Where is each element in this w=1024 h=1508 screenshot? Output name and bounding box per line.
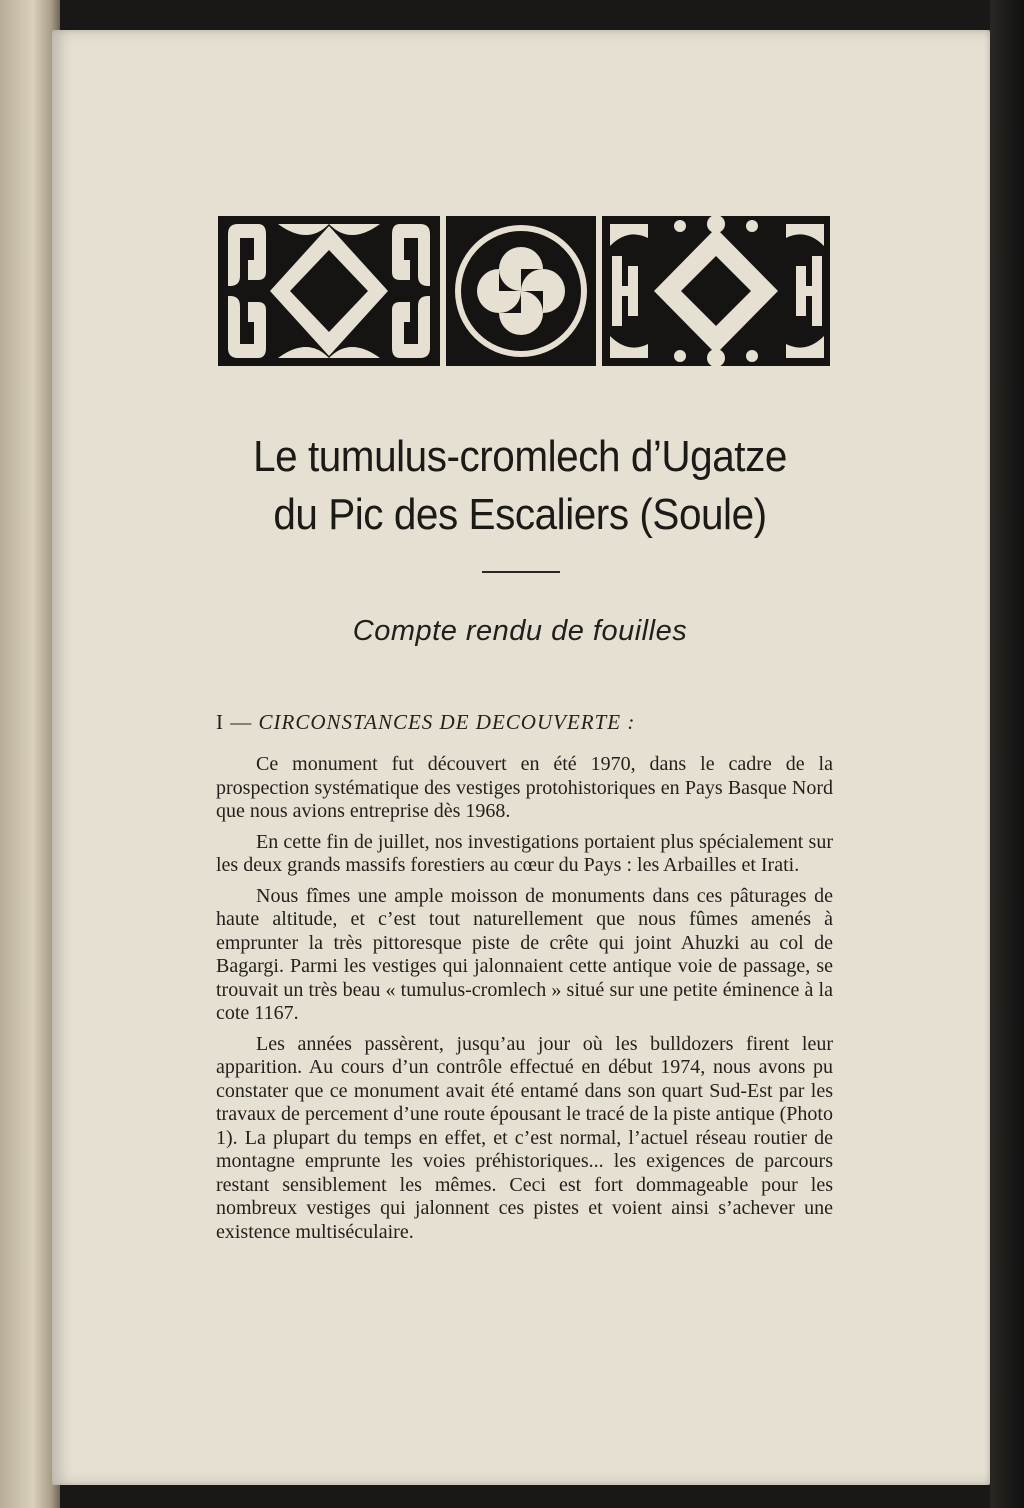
section-number: I — bbox=[216, 710, 259, 734]
left-page-edge bbox=[0, 0, 60, 1508]
title-line-2: du Pic des Escaliers (Soule) bbox=[273, 490, 767, 539]
article-subtitle: Compte rendu de fouilles bbox=[352, 615, 688, 647]
paragraph: Les années passèrent, jusqu’au jour où les bulldozers firent leur apparition. Au cours d’un contrôle effectué en début 1974, nous avons pu constater que ce monument avait été entamé dans son quart Sud-Est par les travaux de percement d’une route épousant le tracé de la piste antique (Photo 1). La plupart du temps en effet, et c’est normal, l’actuel réseau routier de montagne emprunte les voies préhistoriques... les exigences de parcours restant sensiblement les mêmes. Ceci est fort dommageable pour les nombreux vestiges qui jalonnent ces pistes et voient ainsi s’achever une existence multiséculaire. bbox=[216, 1032, 833, 1243]
article-body bbox=[216, 753, 833, 1251]
paragraph: Ce monument fut découvert en été 1970, dans le cadre de la prospection systématique des vestiges protohistoriques en Pays Basque Nord que nous avions entreprise dès 1968. bbox=[216, 753, 833, 822]
title-divider bbox=[482, 571, 560, 573]
paragraph: Nous fîmes une ample moisson de monuments dans ces pâturages de haute altitude, et c’est tout naturellement que nous fûmes amenés à emprunter la très pittoresque piste de crête qui joint Ahuzki au col de Bagargi. Parmi les vestiges qui jalonnaient cette antique voie de passage, se trouvait un très beau « tumulus-cromlech » situé sur une petite éminence à la cote 1167. bbox=[216, 884, 833, 1024]
book-binding-edge bbox=[990, 0, 1024, 1508]
section-title: CIRCONSTANCES DE DECOUVERTE : bbox=[258, 710, 636, 734]
section-heading bbox=[216, 710, 836, 735]
title-line-1: Le tumulus-cromlech d’Ugatze bbox=[253, 432, 787, 481]
paragraph: En cette fin de juillet, nos investigations portaient plus spécialement sur les deux grands massifs forestiers au cœur du Pays : les Arbailles et Irati. bbox=[216, 830, 833, 876]
article-title bbox=[207, 428, 833, 544]
basque-lauburu-ornament-icon bbox=[218, 216, 830, 366]
